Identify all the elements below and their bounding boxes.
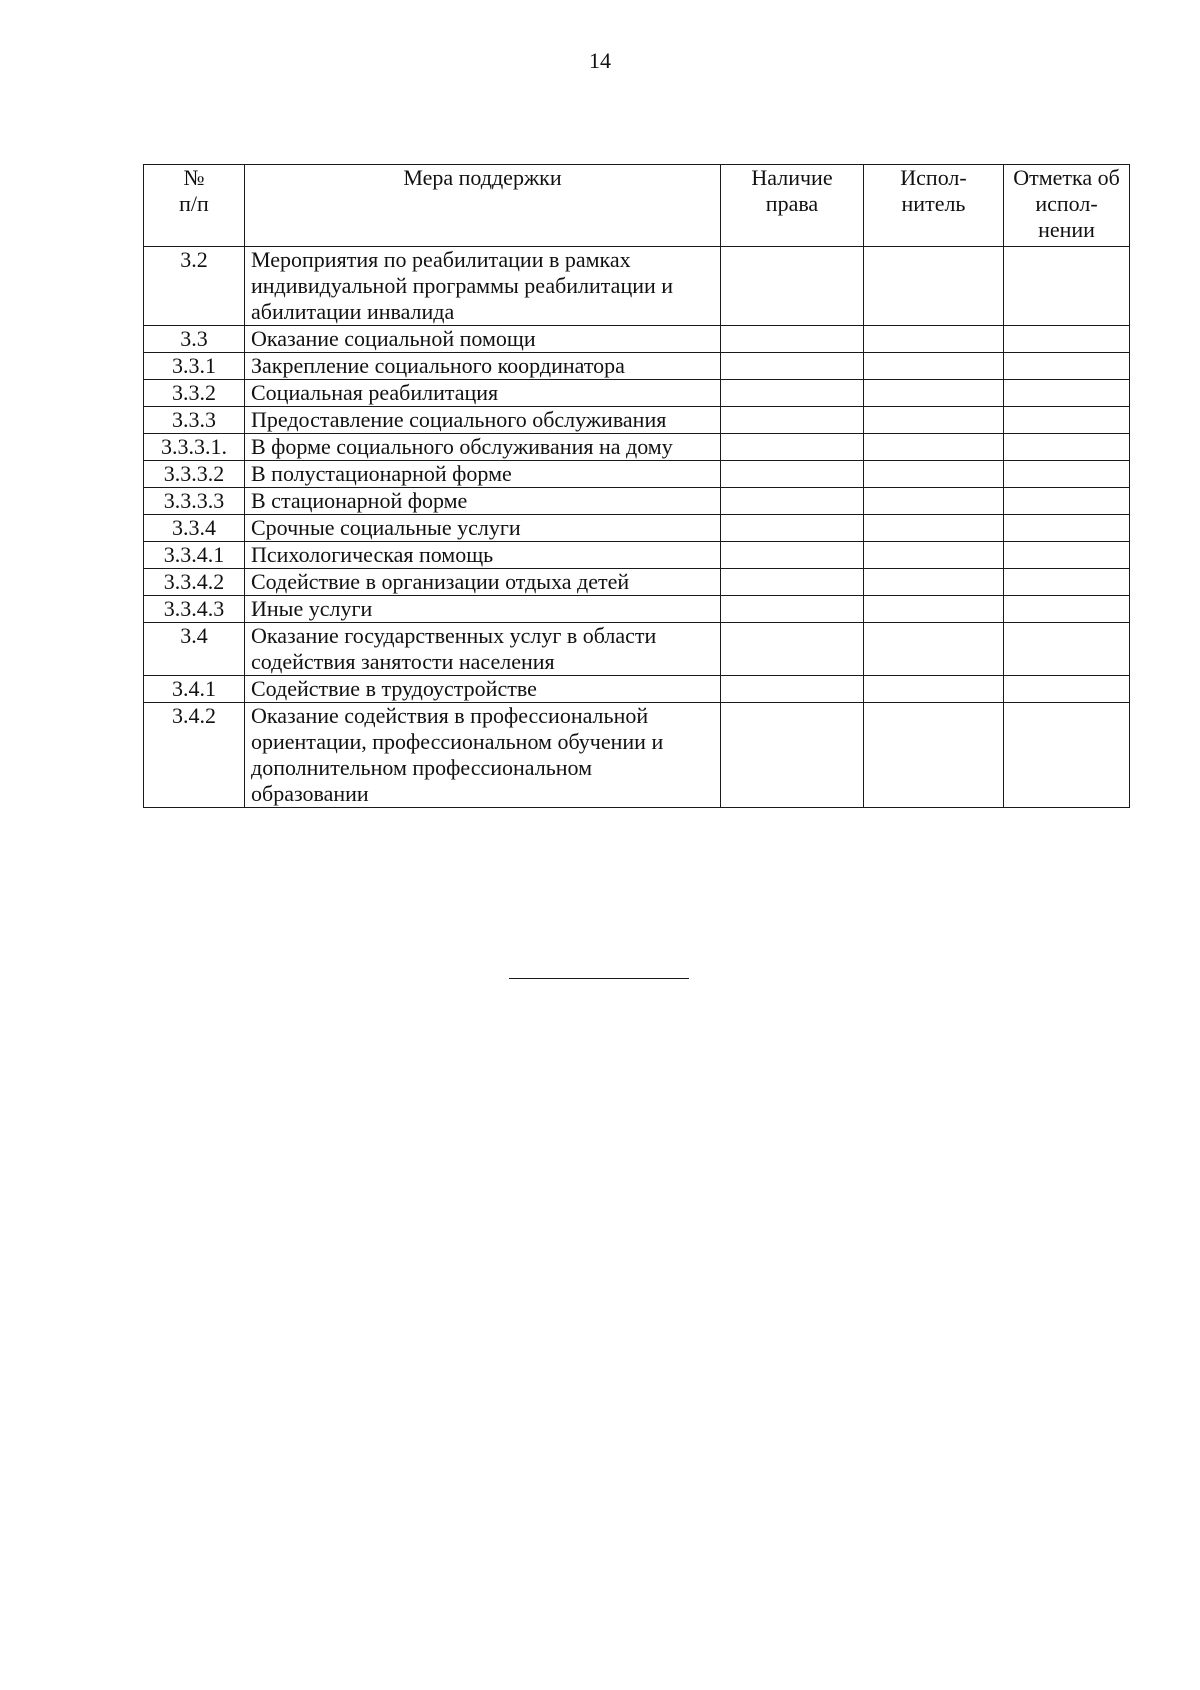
row-executor (864, 247, 1004, 326)
table-row (144, 380, 1130, 407)
row-executor (864, 380, 1004, 407)
row-number: 3.3.4.3 (144, 596, 245, 623)
row-completion-mark (1004, 434, 1130, 461)
row-measure: Иные услуги (245, 596, 721, 623)
row-measure: Содействие в трудоустройстве (245, 676, 721, 703)
row-number: 3.3.3 (144, 407, 245, 434)
table-row (144, 703, 1130, 808)
header-measure-label: Мера поддержки (403, 165, 562, 190)
support-measures-table (143, 164, 1130, 808)
row-completion-mark (1004, 380, 1130, 407)
row-right-availability (721, 542, 864, 569)
row-executor (864, 326, 1004, 353)
row-executor (864, 434, 1004, 461)
row-executor (864, 623, 1004, 676)
row-right-availability (721, 488, 864, 515)
row-executor (864, 353, 1004, 380)
row-completion-mark (1004, 569, 1130, 596)
header-number-label: № п/п (179, 165, 209, 216)
row-executor (864, 596, 1004, 623)
row-completion-mark (1004, 676, 1130, 703)
table-row (144, 542, 1130, 569)
row-measure: Предоставление социального обслуживания (245, 407, 721, 434)
row-completion-mark (1004, 623, 1130, 676)
table-body (144, 247, 1130, 808)
row-completion-mark (1004, 488, 1130, 515)
row-number: 3.3.2 (144, 380, 245, 407)
row-measure: В полустационарной форме (245, 461, 721, 488)
table-row (144, 326, 1130, 353)
row-right-availability (721, 380, 864, 407)
row-completion-mark (1004, 515, 1130, 542)
row-completion-mark (1004, 596, 1130, 623)
row-measure: Мероприятия по реабилитации в рамках индивидуальной программы реабилитации и абилитации инвалида (245, 247, 721, 326)
row-right-availability (721, 434, 864, 461)
row-measure: В форме социального обслуживания на дому (245, 434, 721, 461)
row-measure: Содействие в организации отдыха детей (245, 569, 721, 596)
row-number: 3.4.2 (144, 703, 245, 808)
row-right-availability (721, 326, 864, 353)
header-right-label: Наличие права (751, 165, 833, 216)
row-number: 3.3.3.3 (144, 488, 245, 515)
header-measure (245, 165, 721, 247)
row-measure: Оказание содействия в профессиональной ориентации, профессиональном обучении и дополнительном профессиональном образовании (245, 703, 721, 808)
header-completion-mark (1004, 165, 1130, 247)
row-completion-mark (1004, 326, 1130, 353)
row-completion-mark (1004, 461, 1130, 488)
row-executor (864, 461, 1004, 488)
table-row (144, 407, 1130, 434)
row-right-availability (721, 596, 864, 623)
row-number: 3.2 (144, 247, 245, 326)
row-right-availability (721, 569, 864, 596)
row-measure: Оказание государственных услуг в области содействия занятости населения (245, 623, 721, 676)
header-executor-label: Испол- нитель (900, 165, 967, 216)
row-number: 3.3.3.1. (144, 434, 245, 461)
row-executor (864, 703, 1004, 808)
row-number: 3.3 (144, 326, 245, 353)
row-measure: В стационарной форме (245, 488, 721, 515)
row-right-availability (721, 461, 864, 488)
row-number: 3.3.4.1 (144, 542, 245, 569)
row-number: 3.3.1 (144, 353, 245, 380)
closing-rule (509, 978, 689, 979)
row-executor (864, 569, 1004, 596)
header-number (144, 165, 245, 247)
table-row (144, 569, 1130, 596)
row-completion-mark (1004, 247, 1130, 326)
header-right-availability (721, 165, 864, 247)
row-measure: Психологическая помощь (245, 542, 721, 569)
row-number: 3.3.4.2 (144, 569, 245, 596)
table-header-row (144, 165, 1130, 247)
row-number: 3.4.1 (144, 676, 245, 703)
page-number: 14 (589, 48, 611, 73)
row-completion-mark (1004, 542, 1130, 569)
row-completion-mark (1004, 407, 1130, 434)
row-executor (864, 515, 1004, 542)
row-executor (864, 407, 1004, 434)
row-number: 3.3.4 (144, 515, 245, 542)
table-row (144, 461, 1130, 488)
row-measure: Социальная реабилитация (245, 380, 721, 407)
row-completion-mark (1004, 353, 1130, 380)
table-row (144, 676, 1130, 703)
row-measure: Закрепление социального координатора (245, 353, 721, 380)
row-measure: Срочные социальные услуги (245, 515, 721, 542)
row-right-availability (721, 703, 864, 808)
table-row (144, 247, 1130, 326)
header-completion-label: Отметка об испол- нении (1013, 165, 1120, 242)
table-row (144, 434, 1130, 461)
row-right-availability (721, 247, 864, 326)
row-completion-mark (1004, 703, 1130, 808)
row-measure: Оказание социальной помощи (245, 326, 721, 353)
header-executor (864, 165, 1004, 247)
row-executor (864, 676, 1004, 703)
row-number: 3.4 (144, 623, 245, 676)
row-number: 3.3.3.2 (144, 461, 245, 488)
row-right-availability (721, 676, 864, 703)
row-executor (864, 488, 1004, 515)
table-row (144, 515, 1130, 542)
table-row (144, 596, 1130, 623)
table-row (144, 353, 1130, 380)
table-row (144, 623, 1130, 676)
table-row (144, 488, 1130, 515)
row-right-availability (721, 407, 864, 434)
row-right-availability (721, 623, 864, 676)
row-executor (864, 542, 1004, 569)
row-right-availability (721, 515, 864, 542)
row-right-availability (721, 353, 864, 380)
